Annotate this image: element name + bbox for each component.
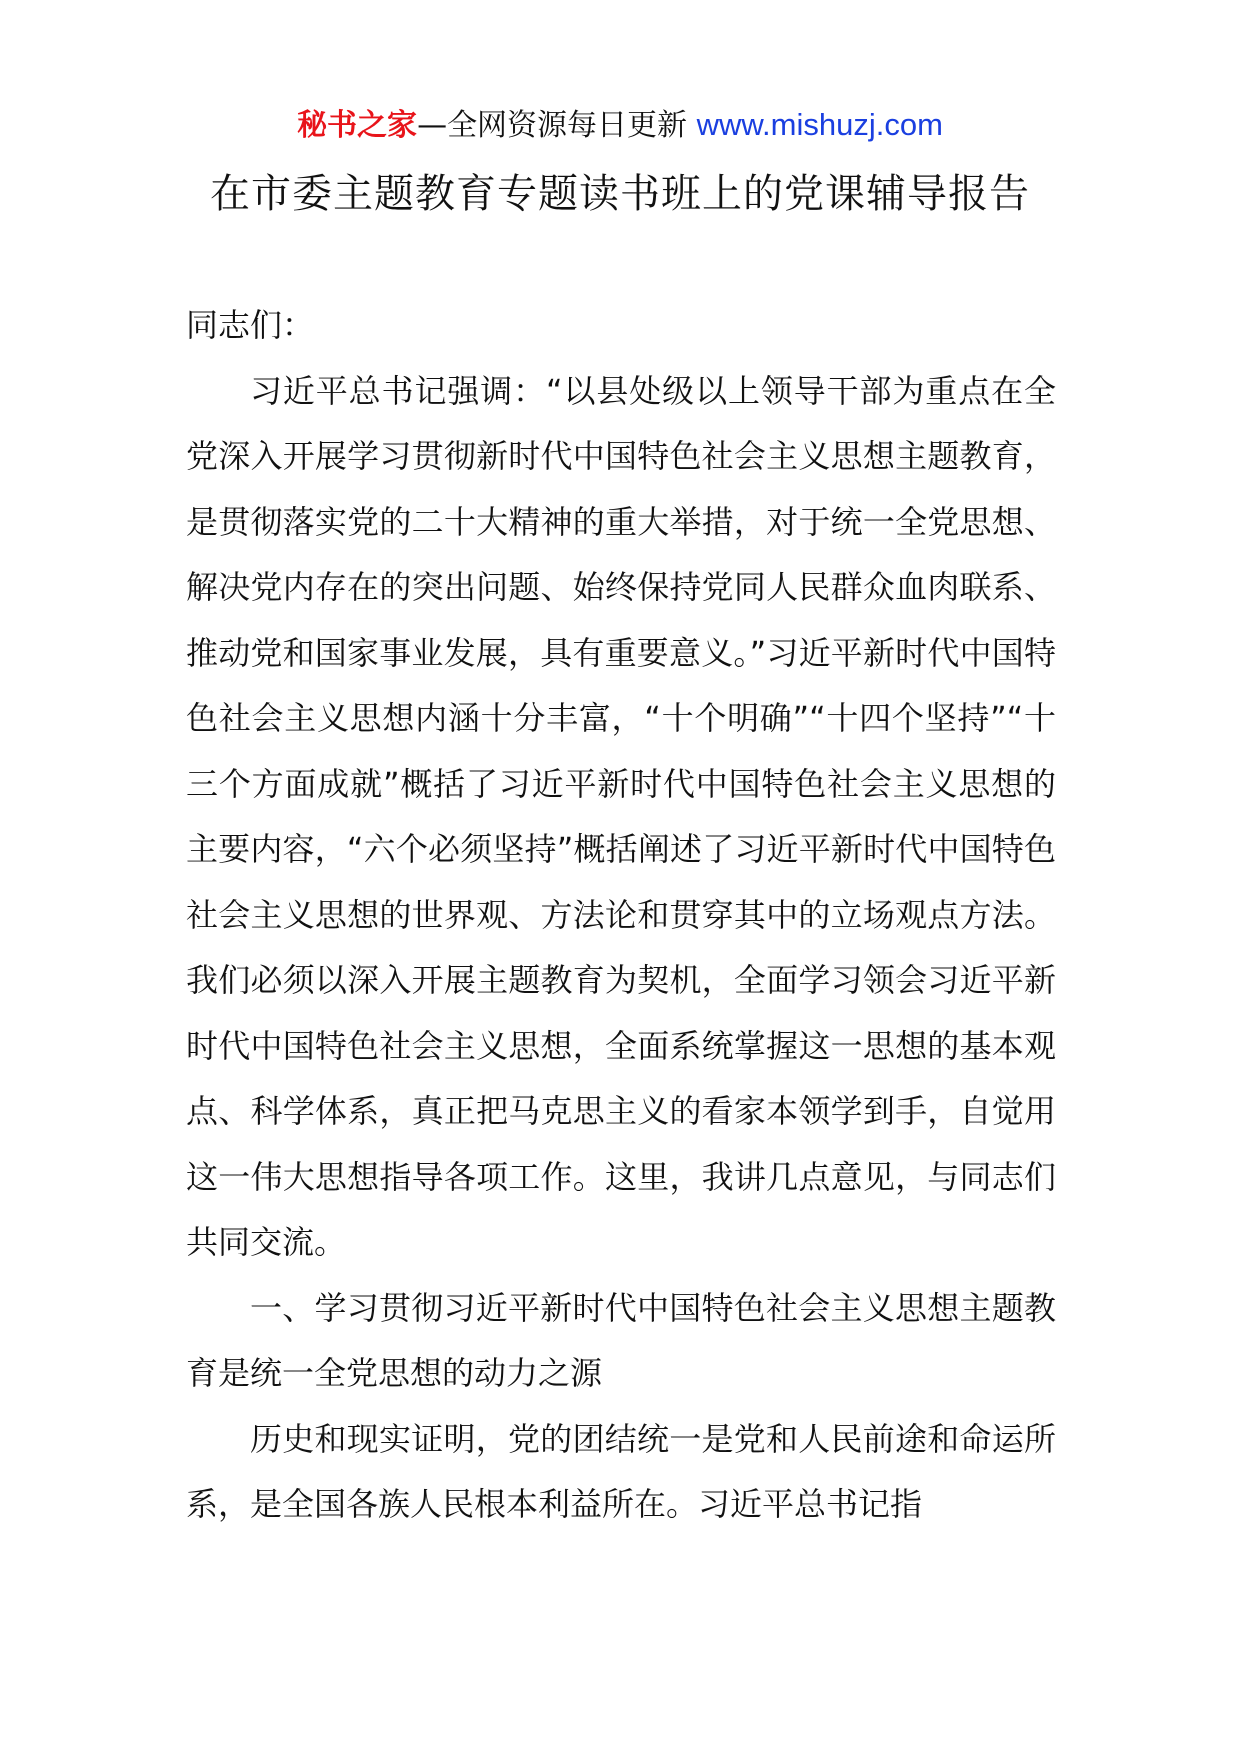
brand-name: 秘书之家 <box>297 108 418 143</box>
section-heading: 一、学习贯彻习近平新时代中国特色社会主义思想主题教育是统一全党思想的动力之源 <box>186 1288 1056 1392</box>
document-body <box>186 293 1056 1538</box>
section-paragraph: 历史和现实证明，党的团结统一是党和人民前途和命运所系，是全国各族人民根本利益所在。习近平总书记指 <box>186 1419 1056 1523</box>
document-title: 在市委主题教育专题读书班上的党课辅导报告 <box>210 171 1030 217</box>
body-paragraph: 习近平总书记强调：“以县处级以上领导干部为重点在全党深入开展学习贯彻新时代中国特色社会主义思想主题教育，是贯彻落实党的二十大精神的重大举措，对于统一全党思想、解决党内存在的突出问题、始终保持党同人民群众血肉联系、推动党和国家事业发展，具有重要意义。”习近平新时代中国特色社会主义思想内涵十分丰富，“十个明确”“十四个坚持”“十三个方面成就”概括了习近平新时代中国特色社会主义思想的主要内容，“六个必须坚持”概括阐述了习近平新时代中国特色社会主义思想的世界观、方法论和贯穿其中的立场观点方法。我们必须以深入开展主题教育为契机，全面学习领会习近平新时代中国特色社会主义思想，全面系统掌握这一思想的基本观点、科学体系，真正把马克思主义的看家本领学到手，自觉用这一伟大思想指导各项工作。这里，我讲几点意见，与同志们共同交流。 <box>186 371 1056 1261</box>
salutation: 同志们： <box>186 306 315 344</box>
site-url-link[interactable]: www.mishuzj.com <box>696 107 943 142</box>
site-banner <box>0 103 1240 148</box>
banner-tagline: —全网资源每日更新 <box>417 108 697 143</box>
